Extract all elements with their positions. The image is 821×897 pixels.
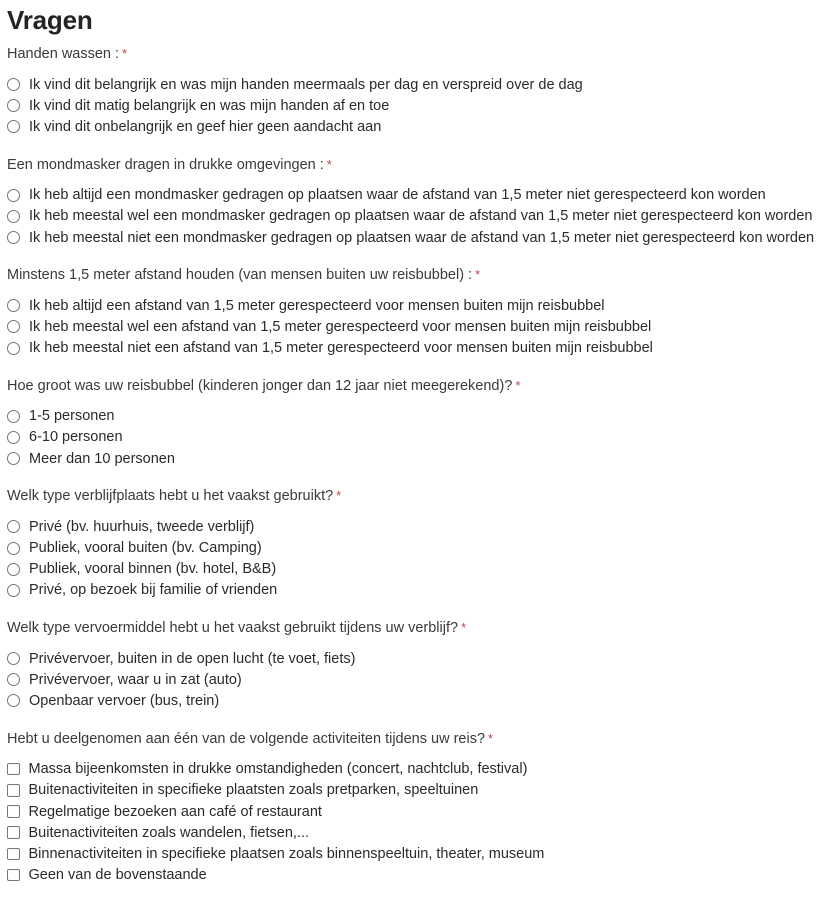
option-label: Publiek, vooral binnen (bv. hotel, B&B) <box>29 561 277 578</box>
required-asterisk: * <box>461 620 467 635</box>
question-block <box>7 376 821 470</box>
option-label: Meer dan 10 personen <box>29 450 175 467</box>
radio-icon[interactable] <box>7 99 20 112</box>
required-asterisk: * <box>336 488 342 504</box>
radio-option[interactable] <box>7 448 821 469</box>
radio-option[interactable] <box>7 669 821 690</box>
radio-option[interactable] <box>7 116 821 137</box>
checkbox-option[interactable] <box>7 801 821 822</box>
radio-icon[interactable] <box>7 542 20 555</box>
radio-option[interactable] <box>7 185 821 206</box>
option-label: Buitenactiviteiten in specifieke plaatsten zoals pretparken, speeltuinen <box>28 782 479 799</box>
radio-icon[interactable] <box>7 189 20 202</box>
checkbox-icon[interactable] <box>7 869 20 882</box>
checkbox-icon[interactable] <box>7 805 20 818</box>
option-label: Privévervoer, buiten in de open lucht (te voet, fiets) <box>29 650 356 667</box>
option-label: Ik vind dit onbelangrijk en geef hier geen aandacht aan <box>29 118 382 135</box>
radio-option[interactable] <box>7 648 821 669</box>
checkbox-option[interactable] <box>7 759 821 780</box>
checkbox-icon[interactable] <box>7 848 20 861</box>
option-label: Binnenactiviteiten in specifieke plaatsen zoals binnenspeeltuin, theater, museum <box>28 845 545 862</box>
radio-option[interactable] <box>7 95 821 116</box>
radio-icon[interactable] <box>7 78 20 91</box>
required-asterisk: * <box>326 156 332 172</box>
option-label: Geen van de bovenstaande <box>28 867 207 884</box>
question-text: Welk type verblijfplaats hebt u het vaakst gebruikt? <box>7 488 334 505</box>
checkbox-icon[interactable] <box>7 826 20 839</box>
radio-option[interactable] <box>7 338 821 359</box>
option-label: 1-5 personen <box>29 408 115 425</box>
checkbox-option[interactable] <box>7 843 821 864</box>
option-label: Openbaar vervoer (bus, trein) <box>29 692 220 709</box>
questions-list <box>7 44 821 886</box>
question-block <box>7 486 821 601</box>
option-label: Publiek, vooral buiten (bv. Camping) <box>29 540 262 557</box>
question-block <box>7 44 821 138</box>
checkbox-option[interactable] <box>7 865 821 886</box>
checkbox-icon[interactable] <box>7 763 20 776</box>
radio-option[interactable] <box>7 74 821 95</box>
radio-icon[interactable] <box>7 410 20 423</box>
option-label: Privé (bv. huurhuis, tweede verblijf) <box>29 518 255 535</box>
question-label <box>7 486 821 506</box>
radio-icon[interactable] <box>7 342 20 355</box>
radio-icon[interactable] <box>7 520 20 533</box>
option-label: Privé, op bezoek bij familie of vrienden <box>29 582 278 599</box>
question-label <box>7 618 821 638</box>
radio-option[interactable] <box>7 316 821 337</box>
option-label: Ik heb meestal wel een mondmasker gedragen op plaatsen waar de afstand van 1,5 meter niet gerespecteerd kon worden <box>29 208 813 225</box>
radio-option[interactable] <box>7 559 821 580</box>
radio-option[interactable] <box>7 227 821 248</box>
question-text: Hebt u deelgenomen aan één van de volgende activiteiten tijdens uw reis? <box>7 730 486 747</box>
question-label <box>7 376 821 396</box>
radio-icon[interactable] <box>7 563 20 576</box>
question-label <box>7 265 821 285</box>
required-asterisk: * <box>488 730 494 746</box>
option-label: Ik vind dit matig belangrijk en was mijn handen af en toe <box>29 97 390 114</box>
question-text: Minstens 1,5 meter afstand houden (van mensen buiten uw reisbubbel) : <box>7 267 473 284</box>
required-asterisk: * <box>122 46 128 61</box>
option-label: Privévervoer, waar u in zat (auto) <box>29 671 242 688</box>
option-label: 6-10 personen <box>29 429 123 446</box>
radio-icon[interactable] <box>7 299 20 312</box>
question-text: Handen wassen : <box>7 46 120 62</box>
required-asterisk: * <box>475 267 481 283</box>
required-asterisk: * <box>515 377 521 393</box>
radio-option[interactable] <box>7 516 821 537</box>
question-block <box>7 265 821 359</box>
question-text: Welk type vervoermiddel hebt u het vaakst gebruikt tijdens uw verblijf? <box>7 620 459 636</box>
option-label: Ik heb altijd een mondmasker gedragen op plaatsen waar de afstand van 1,5 meter niet gerespecteerd kon worden <box>29 187 766 204</box>
question-label <box>7 729 821 749</box>
radio-icon[interactable] <box>7 210 20 223</box>
question-label <box>7 44 821 64</box>
option-label: Ik heb meestal wel een afstand van 1,5 meter gerespecteerd voor mensen buiten mijn reisbubbel <box>29 318 652 335</box>
radio-icon[interactable] <box>7 431 20 444</box>
question-block <box>7 618 821 712</box>
radio-option[interactable] <box>7 690 821 711</box>
option-label: Ik heb meestal niet een afstand van 1,5 meter gerespecteerd voor mensen buiten mijn reisbubbel <box>29 340 653 357</box>
radio-icon[interactable] <box>7 120 20 133</box>
question-text: Een mondmasker dragen in drukke omgevingen : <box>7 156 324 173</box>
radio-option[interactable] <box>7 427 821 448</box>
option-label: Ik heb altijd een afstand van 1,5 meter gerespecteerd voor mensen buiten mijn reisbubbel <box>29 297 605 314</box>
radio-option[interactable] <box>7 406 821 427</box>
radio-option[interactable] <box>7 537 821 558</box>
option-label: Massa bijeenkomsten in drukke omstandigheden (concert, nachtclub, festival) <box>28 761 528 778</box>
radio-icon[interactable] <box>7 452 20 465</box>
checkbox-option[interactable] <box>7 822 821 843</box>
radio-option[interactable] <box>7 295 821 316</box>
radio-option[interactable] <box>7 206 821 227</box>
radio-icon[interactable] <box>7 694 20 707</box>
question-block <box>7 729 821 886</box>
radio-icon[interactable] <box>7 231 20 244</box>
checkbox-option[interactable] <box>7 780 821 801</box>
radio-icon[interactable] <box>7 652 20 665</box>
option-label: Buitenactiviteiten zoals wandelen, fietsen,... <box>28 824 309 841</box>
radio-icon[interactable] <box>7 584 20 597</box>
radio-icon[interactable] <box>7 320 20 333</box>
question-block <box>7 155 821 249</box>
page-title: Vragen <box>7 5 93 35</box>
option-label: Ik vind dit belangrijk en was mijn handen meermaals per dag en verspreid over de dag <box>29 76 583 93</box>
question-label <box>7 155 821 175</box>
radio-option[interactable] <box>7 580 821 601</box>
option-label: Ik heb meestal niet een mondmasker gedragen op plaatsen waar de afstand van 1,5 meter niet gerespecteerd kon worden <box>29 229 815 246</box>
option-label: Regelmatige bezoeken aan café of restaurant <box>28 803 322 820</box>
question-text: Hoe groot was uw reisbubbel (kinderen jonger dan 12 jaar niet meegerekend)? <box>7 377 513 394</box>
checkbox-icon[interactable] <box>7 784 20 797</box>
radio-icon[interactable] <box>7 673 20 686</box>
